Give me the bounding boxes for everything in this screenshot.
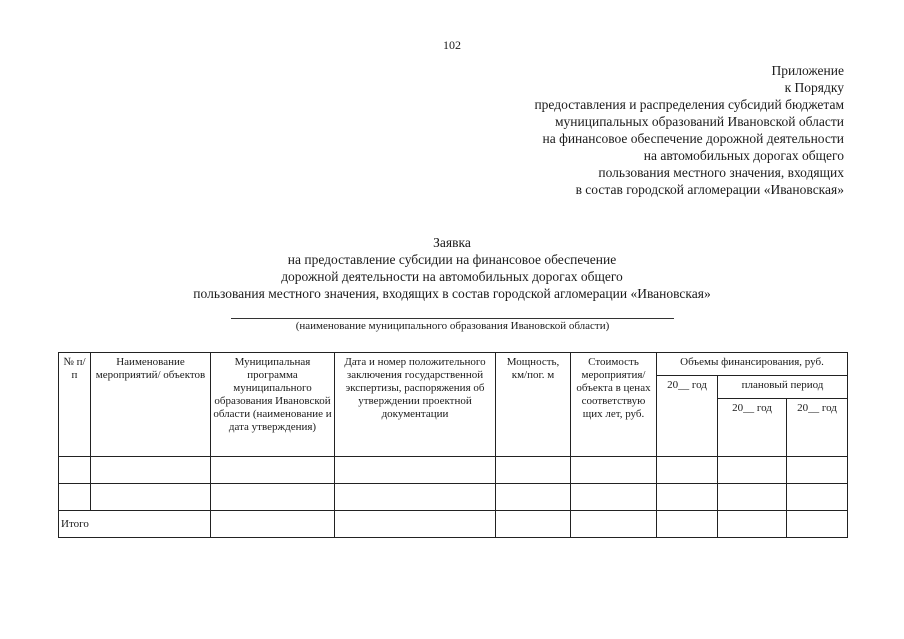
total-row [59,511,848,538]
application-table [58,352,848,538]
appendix-line: на финансовое обеспечение дорожной деятельности [542,131,844,146]
header-expertise: Дата и номер положительного заключения государственной экспертизы, распоряжения об утверждении проектной документации [335,353,496,457]
table-cell[interactable] [657,484,718,511]
appendix-line: к Порядку [784,80,844,95]
total-label: Итого [59,511,211,538]
table-cell[interactable] [571,511,657,538]
table-cell[interactable] [59,457,91,484]
appendix-line: на автомобильных дорогах общего [643,148,844,163]
table-cell[interactable] [211,511,335,538]
table-cell[interactable] [571,484,657,511]
appendix-line: в состав городской агломерации «Ивановская» [575,182,844,197]
title-line: на предоставление субсидии на финансовое обеспечение [287,252,617,267]
table-cell[interactable] [718,484,787,511]
header-capacity: Мощность, км/пог. м [496,353,571,457]
appendix-line: предоставления и распределения субсидий бюджетам [534,97,844,112]
header-year-plan1: 20__ год [718,399,787,457]
table-cell[interactable] [59,484,91,511]
table-cell[interactable] [571,457,657,484]
table-cell[interactable] [787,457,848,484]
header-year-current: 20__ год [657,376,718,457]
appendix-line: Приложение [771,63,844,78]
header-program: Муниципальная программа муниципального образования Ивановской области (наименование и дата утверждения) [211,353,335,457]
table-cell[interactable] [718,511,787,538]
table-cell[interactable] [496,484,571,511]
table-row [59,457,848,484]
title-line: дорожной деятельности на автомобильных дорогах общего [281,269,623,284]
table-cell[interactable] [335,484,496,511]
table-cell[interactable] [657,457,718,484]
table-cell[interactable] [718,457,787,484]
org-name-fill-line[interactable] [231,318,674,319]
table-cell[interactable] [211,484,335,511]
appendix-line: пользования местного значения, входящих [598,165,844,180]
appendix-line: муниципальных образований Ивановской области [555,114,844,129]
table-cell[interactable] [657,511,718,538]
header-planned-period: плановый период [718,376,848,399]
table-cell[interactable] [91,484,211,511]
header-year-plan2: 20__ год [787,399,848,457]
header-num: № п/п [59,353,91,457]
table-cell[interactable] [496,511,571,538]
page-number: 102 [443,38,461,52]
header-funding: Объемы финансирования, руб. [657,353,848,376]
document-title [0,234,904,302]
table-row [59,484,848,511]
org-name-caption: (наименование муниципального образования Ивановской области) [295,320,610,332]
appendix-header [534,62,844,198]
header-name: Наименование мероприятий/ объектов [91,353,211,457]
title-heading: Заявка [433,235,471,250]
table-cell[interactable] [496,457,571,484]
table-cell[interactable] [335,511,496,538]
table-cell[interactable] [335,457,496,484]
header-cost: Стоимость мероприятия/ объекта в ценах соответствую щих лет, руб. [571,353,657,457]
table-cell[interactable] [211,457,335,484]
table-cell[interactable] [787,511,848,538]
title-line: пользования местного значения, входящих в состав городской агломерации «Ивановская» [193,286,711,301]
table-cell[interactable] [787,484,848,511]
table-cell[interactable] [91,457,211,484]
